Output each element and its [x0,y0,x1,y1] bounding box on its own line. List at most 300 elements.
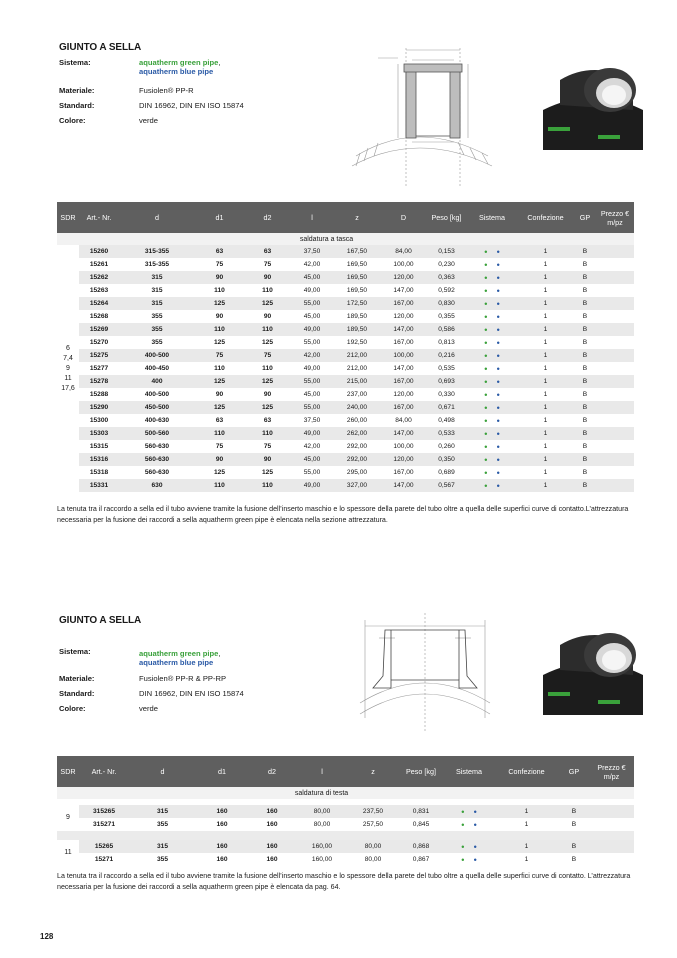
header-confezione: Confezione [517,202,574,233]
table-row [57,349,634,362]
system-green: aquatherm green pipe [139,58,219,67]
dim-z: 292,00 [333,453,381,466]
subheader: saldatura a tasca [79,233,634,245]
dim-d1: 110 [214,287,225,294]
dim-d: 560-630 [144,443,170,450]
price [596,440,634,453]
table-row [57,453,634,466]
blue-pipe-dot: • [496,402,500,413]
dim-d2: 110 [244,479,291,492]
section2-system-label: Sistema: [59,647,91,656]
dim-l: 80,00 [313,821,331,828]
pack-qty: 1 [543,391,548,398]
table-row [57,388,634,401]
dim-l: 55,00 [291,375,333,388]
dim-d: 315 [119,297,195,310]
dim-z: 172,50 [333,297,381,310]
section2-standard-value: DIN 16962, DIN EN ISO 15874 [139,689,244,698]
price [596,297,634,310]
section2-note: La tenuta tra il raccordo a sella ed il tubo avviene tramite la fusione dell’inserto maschio e lo spessore della parete del tubo oltre a quella delle superfici curve di contatto. L’attrezzatura necessaria per la fusione dei raccordi a sella aquatherm green pipe è elencata da pag. 64. [57,872,631,891]
header-l: l [291,202,333,233]
sdr-value: 11 [64,374,72,382]
dim-d2: 125 [261,339,273,346]
blue-pipe-dot: • [496,480,500,491]
price-group: B [582,287,588,294]
dim-d: 400-500 [119,349,195,362]
system-dots [467,297,517,310]
header-d2: d2 [244,202,291,233]
system-dots [467,271,517,284]
green-pipe-dot: • [484,376,488,387]
blue-pipe-dot: • [496,415,500,426]
blue-pipe-dot: • [496,311,500,322]
system-dots [467,388,517,401]
section1-color-value: verde [139,116,158,125]
green-pipe-dot: • [484,428,488,439]
price [589,818,634,831]
dim-d2: 160 [248,840,296,853]
art-nr: 15261 [89,261,109,268]
dim-D: 120,00 [393,391,414,398]
dim-l: 49,00 [291,427,333,440]
price [596,414,634,427]
table-row [57,479,634,492]
section1-title: GIUNTO A SELLA [59,42,142,53]
pack-qty: 1 [517,479,574,492]
dim-d: 315 [129,840,196,853]
weight: 0,355 [438,313,455,320]
art-nr: 315265 [79,805,129,818]
product-table-butt [57,756,634,866]
dim-z: 169,50 [333,271,381,284]
header-D: D [381,202,426,233]
price-group: B [574,323,596,336]
price-group: B [574,297,596,310]
table-row [57,271,634,284]
dim-l: 45,00 [291,271,333,284]
dim-z: 169,50 [346,287,368,294]
art-nr: 15260 [79,245,119,258]
art-nr: 15269 [79,323,119,336]
fitting-product-image [538,55,648,150]
blue-pipe-dot: • [473,819,477,830]
dim-D: 84,00 [395,417,412,424]
weight: 0,230 [438,261,455,268]
price-group: B [559,840,589,853]
dim-d2: 90 [263,313,272,320]
pack-qty: 1 [517,245,574,258]
dim-d1: 75 [215,261,224,268]
table-row [57,440,634,453]
dim-d2: 125 [244,401,291,414]
dim-d: 315 [151,287,163,294]
blue-pipe-dot: • [496,363,500,374]
system-dots [467,440,517,453]
art-nr: 15263 [89,287,109,294]
dim-z: 262,00 [333,427,381,440]
section2-title: GIUNTO A SELLA [59,615,142,626]
price-group: B [582,261,588,268]
dim-d1: 75 [215,443,224,450]
pack-qty: 1 [517,323,574,336]
table-row [57,414,634,427]
dim-d2: 75 [244,349,291,362]
table-row [57,258,634,271]
weight: 0,363 [426,271,467,284]
green-pipe-dot: • [484,454,488,465]
table-row [57,853,634,866]
price-group: B [574,245,596,258]
dim-z: 80,00 [364,856,382,863]
dim-d1: 160 [216,856,228,863]
art-nr: 15271 [94,856,114,863]
pack-qty: 1 [543,443,548,450]
header-d: d [119,202,195,233]
dim-D: 84,00 [381,245,426,258]
price-group: B [574,427,596,440]
dim-l: 49,00 [291,323,333,336]
system-green: aquatherm green pipe [139,649,219,658]
dim-z: 212,00 [333,349,381,362]
dim-d: 400-500 [144,391,170,398]
dim-D: 167,00 [381,375,426,388]
blue-pipe-dot: • [496,441,500,452]
art-nr: 15316 [79,453,119,466]
dim-d2: 125 [261,469,273,476]
green-pipe-dot: • [484,350,488,361]
dim-d: 400-450 [144,365,170,372]
sdr-value: 7,4 [63,354,73,362]
system-dots [467,375,517,388]
weight: 0,830 [426,297,467,310]
dim-d2: 160 [248,805,296,818]
weight: 0,689 [438,469,455,476]
section2-color-value: verde [139,704,158,713]
section1-standard-label: Standard: [59,101,95,110]
dim-d1: 63 [195,245,244,258]
dim-d1: 160 [216,821,228,828]
dim-l: 55,00 [303,469,321,476]
fitting-product-image [538,620,648,715]
table-row [57,362,634,375]
dim-d2: 90 [244,271,291,284]
dim-d1: 125 [195,401,244,414]
price-group: B [582,365,588,372]
dim-d: 315 [119,271,195,284]
header-peso: Peso [kg] [426,202,467,233]
art-nr: 15315 [89,443,109,450]
weight: 0,535 [438,365,455,372]
system-blue: aquatherm blue pipe [139,67,214,76]
section1-note: La tenuta tra il raccordo a sella ed il tubo avviene tramite la fusione dell’inserto maschio e lo spessore della parete del tubo oltre a quella delle superfici curve di contatto.L’attrezzatura necessaria per la fusione dei raccordi a sella aquatherm green pipe è elencata nella sezione attrezzatura. [57,505,629,524]
weight: 0,592 [438,287,455,294]
dim-D: 147,00 [381,427,426,440]
dim-d2: 75 [263,443,272,450]
price [589,853,634,866]
system-dots [467,427,517,440]
price-group: B [574,401,596,414]
subheader: saldatura di testa [79,787,634,799]
art-nr: 15318 [89,469,109,476]
dim-z: 240,00 [333,401,381,414]
dim-d: 315-355 [144,261,170,268]
system-dots [444,853,494,866]
dim-d2: 110 [244,427,291,440]
dim-d1: 110 [214,365,225,372]
price [596,479,634,492]
dim-d1: 90 [215,313,224,320]
green-pipe-dot: • [461,819,465,830]
section1-system-value [139,58,220,76]
blue-pipe-dot: • [496,272,500,283]
dim-d: 355 [151,313,163,320]
green-pipe-dot: • [484,415,488,426]
dim-d2: 110 [262,365,273,372]
blue-pipe-dot: • [496,298,500,309]
dim-l: 80,00 [296,805,348,818]
pack-qty: 1 [524,821,529,828]
dim-l: 55,00 [291,401,333,414]
dim-z: 295,00 [346,469,368,476]
art-nr: 15270 [89,339,109,346]
art-nr: 15300 [89,417,109,424]
weight: 0,260 [438,443,455,450]
art-nr: 15265 [79,840,129,853]
section2-system-value [139,649,220,667]
weight: 0,868 [398,840,444,853]
price [596,388,634,401]
section1-system-label: Sistema: [59,58,91,67]
header-d: d [129,756,196,787]
header-peso: Peso [kg] [398,756,444,787]
pack-qty: 1 [517,271,574,284]
header-d2: d2 [248,756,296,787]
dim-d1: 110 [195,427,244,440]
system-blue: aquatherm blue pipe [139,658,214,667]
price [596,349,634,362]
price-group: B [582,417,588,424]
dim-d: 355 [151,339,163,346]
dim-z: 215,00 [333,375,381,388]
dim-D: 167,00 [393,469,414,476]
price [596,453,634,466]
system-dots [467,349,517,362]
section2-material-value: Fusiolen® PP-R & PP-RP [139,674,227,683]
price-group: B [574,375,596,388]
dim-d: 560-630 [119,453,195,466]
dim-l: 49,00 [303,365,321,372]
green-pipe-dot: • [484,467,488,478]
dim-l: 42,00 [303,443,321,450]
pack-qty: 1 [517,401,574,414]
system-dots [467,323,517,336]
dim-D: 147,00 [381,479,426,492]
section2-standard-label: Standard: [59,689,95,698]
system-dots [467,245,517,258]
system-dots [444,818,494,831]
section1-material-value: Fusiolen® PP-R [139,86,194,95]
price [596,427,634,440]
dim-l: 160,00 [296,840,348,853]
table-row [57,336,634,349]
art-nr: 15268 [89,313,109,320]
dim-d1: 125 [195,375,244,388]
price [596,336,634,349]
price-group: B [574,479,596,492]
header-art: Art.- Nr. [79,756,129,787]
section2-material-label: Materiale: [59,674,95,683]
art-nr: 15288 [89,391,109,398]
dim-d2: 90 [244,453,291,466]
table-row [57,284,634,297]
art-nr: 15264 [79,297,119,310]
sdr-cell: 11 [57,840,79,866]
dim-z: 189,50 [333,323,381,336]
sdr-cell [57,245,79,492]
system-dots [467,284,517,297]
weight: 0,533 [426,427,467,440]
green-pipe-dot: • [484,441,488,452]
green-pipe-dot: • [484,480,488,491]
dim-D: 167,00 [381,297,426,310]
dim-d2: 90 [263,391,272,398]
dim-D: 100,00 [381,349,426,362]
price-group: B [574,453,596,466]
dim-d: 315 [129,805,196,818]
dim-l: 45,00 [303,391,321,398]
pack-qty: 1 [543,287,548,294]
dim-d: 400 [119,375,195,388]
price [596,362,634,375]
pack-qty: 1 [494,805,559,818]
dim-z: 327,00 [333,479,381,492]
dim-z: 260,00 [346,417,368,424]
blue-pipe-dot: • [496,259,500,270]
pack-qty: 1 [517,427,574,440]
header-gp: GP [559,756,589,787]
price-group: B [571,856,577,863]
header-gp: GP [574,202,596,233]
pack-qty: 1 [543,365,548,372]
green-pipe-dot: • [484,259,488,270]
art-nr: 15278 [79,375,119,388]
dim-d1: 160 [196,840,248,853]
dim-l: 42,00 [303,261,321,268]
weight: 0,813 [438,339,455,346]
system-dots [467,258,517,271]
dim-d2: 125 [244,297,291,310]
dim-d: 355 [119,323,195,336]
art-nr: 15262 [79,271,119,284]
blue-pipe-dot: • [496,285,500,296]
dim-d1: 75 [195,349,244,362]
dim-d2: 125 [244,375,291,388]
green-pipe-dot: • [484,311,488,322]
dim-z: 212,00 [346,365,368,372]
green-pipe-dot: • [484,402,488,413]
price-group: B [582,469,588,476]
dim-D: 100,00 [393,261,414,268]
header-sistema: Sistema [467,202,517,233]
art-nr: 15303 [79,427,119,440]
dim-d: 400-630 [144,417,170,424]
technical-drawing-butt-saddle [355,608,495,738]
green-pipe-dot: • [484,363,488,374]
weight: 0,350 [426,453,467,466]
dim-l: 55,00 [291,297,333,310]
dim-d1: 125 [195,297,244,310]
green-pipe-dot: • [484,285,488,296]
price-group: B [574,271,596,284]
dim-D: 120,00 [393,313,414,320]
weight: 0,693 [426,375,467,388]
green-pipe-dot: • [484,324,488,335]
green-pipe-dot: • [484,246,488,257]
dim-d2: 110 [244,323,291,336]
pack-qty: 1 [517,453,574,466]
dim-l: 49,00 [303,287,321,294]
system-dots [444,840,494,853]
sdr-cell: 9 [57,805,79,831]
dim-z: 292,00 [346,443,368,450]
price-group: B [559,805,589,818]
weight: 0,671 [426,401,467,414]
dim-d2: 160 [266,821,278,828]
blue-pipe-dot: • [473,854,477,865]
pack-qty: 1 [543,469,548,476]
blue-pipe-dot: • [473,841,477,852]
price [596,258,634,271]
dim-z: 237,00 [346,391,368,398]
dim-D: 120,00 [381,453,426,466]
system-comma: , [218,649,221,658]
technical-drawing-socket-saddle [338,38,498,193]
system-dots [467,466,517,479]
product-table-socket [57,202,634,492]
green-pipe-dot: • [484,389,488,400]
dim-D: 167,00 [381,401,426,414]
dim-z: 189,50 [346,313,368,320]
header-sdr: SDR [57,756,79,787]
dim-z: 237,50 [348,805,398,818]
weight: 0,498 [438,417,455,424]
dim-l: 55,00 [303,339,321,346]
dim-l: 37,50 [303,417,321,424]
dim-z: 80,00 [348,840,398,853]
art-nr: 15331 [79,479,119,492]
table-row [57,401,634,414]
dim-d2: 75 [263,261,272,268]
dim-D: 147,00 [393,287,414,294]
pack-qty: 1 [543,313,548,320]
blue-pipe-dot: • [496,246,500,257]
price-group: B [574,349,596,362]
dim-d: 315-355 [119,245,195,258]
dim-d1: 110 [195,323,244,336]
price [596,323,634,336]
green-pipe-dot: • [461,854,465,865]
table-row [57,427,634,440]
dim-D: 147,00 [393,365,414,372]
sdr-value: 6 [66,344,70,352]
dim-D: 147,00 [381,323,426,336]
dim-d2: 110 [262,287,273,294]
header-z: z [348,756,398,787]
weight: 0,330 [438,391,455,398]
dim-d1: 90 [215,391,224,398]
header-prezzo: Prezzo € m/pz [589,756,634,787]
pack-qty: 1 [517,375,574,388]
